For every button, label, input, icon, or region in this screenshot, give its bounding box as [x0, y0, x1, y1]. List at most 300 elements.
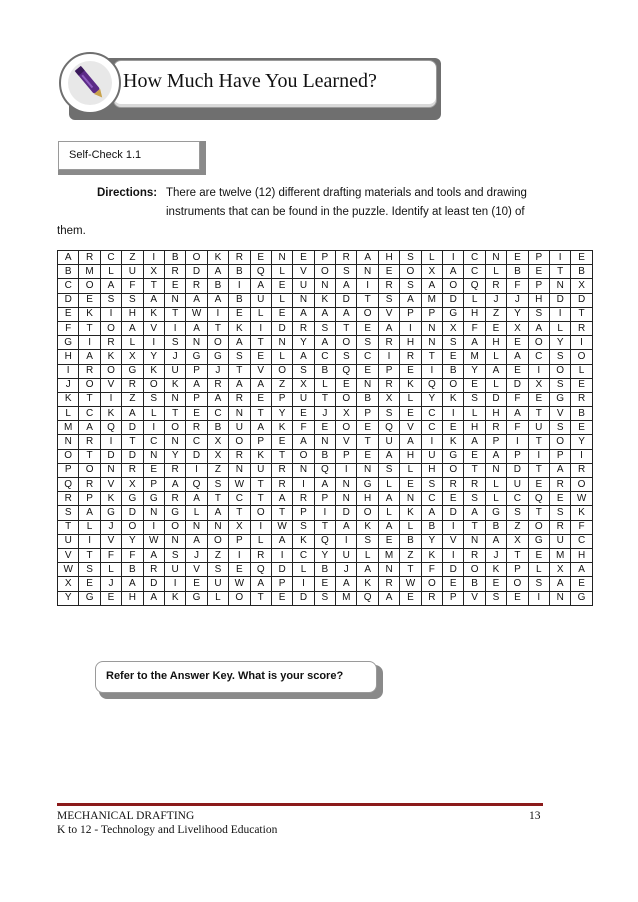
- grid-cell: K: [164, 378, 185, 392]
- grid-cell: M: [79, 265, 100, 279]
- grid-cell: N: [314, 279, 335, 293]
- grid-cell: L: [58, 407, 79, 421]
- grid-cell: Q: [58, 478, 79, 492]
- grid-cell: E: [571, 251, 592, 265]
- grid-cell: S: [528, 307, 549, 321]
- grid-cell: D: [271, 563, 292, 577]
- grid-cell: A: [186, 534, 207, 548]
- grid-cell: L: [400, 520, 421, 534]
- grid-cell: C: [464, 265, 485, 279]
- grid-cell: Q: [464, 279, 485, 293]
- grid-cell: R: [100, 336, 121, 350]
- grid-cell: S: [164, 548, 185, 562]
- grid-cell: B: [58, 265, 79, 279]
- grid-cell: A: [485, 534, 506, 548]
- grid-cell: I: [293, 478, 314, 492]
- grid-cell: Z: [485, 307, 506, 321]
- grid-cell: Y: [464, 364, 485, 378]
- grid-cell: A: [357, 563, 378, 577]
- grid-cell: F: [100, 548, 121, 562]
- grid-cell: O: [229, 591, 250, 605]
- grid-cell: P: [507, 563, 528, 577]
- grid-cell: X: [571, 279, 592, 293]
- grid-cell: Q: [528, 492, 549, 506]
- grid-cell: A: [122, 577, 143, 591]
- grid-cell: J: [207, 364, 228, 378]
- grid-cell: V: [549, 407, 570, 421]
- grid-cell: C: [229, 492, 250, 506]
- grid-row: [58, 435, 593, 449]
- grid-cell: Y: [271, 407, 292, 421]
- grid-cell: P: [143, 478, 164, 492]
- grid-cell: J: [507, 293, 528, 307]
- grid-cell: F: [421, 563, 442, 577]
- grid-cell: E: [528, 548, 549, 562]
- grid-cell: U: [549, 534, 570, 548]
- grid-cell: R: [229, 392, 250, 406]
- grid-cell: N: [143, 449, 164, 463]
- grid-cell: R: [378, 336, 399, 350]
- grid-cell: H: [122, 591, 143, 605]
- grid-cell: O: [314, 265, 335, 279]
- grid-cell: R: [421, 591, 442, 605]
- grid-cell: Y: [421, 392, 442, 406]
- grid-cell: G: [207, 350, 228, 364]
- grid-cell: X: [528, 378, 549, 392]
- grid-cell: T: [464, 520, 485, 534]
- grid-cell: I: [400, 321, 421, 335]
- grid-cell: P: [271, 392, 292, 406]
- grid-cell: P: [229, 534, 250, 548]
- grid-cell: P: [58, 463, 79, 477]
- grid-cell: J: [485, 293, 506, 307]
- grid-cell: W: [271, 520, 292, 534]
- directions-text-line3: them.: [57, 225, 86, 237]
- grid-cell: B: [314, 364, 335, 378]
- header-banner: [55, 48, 445, 120]
- grid-cell: M: [58, 421, 79, 435]
- grid-cell: E: [143, 463, 164, 477]
- grid-cell: A: [186, 492, 207, 506]
- grid-cell: O: [507, 577, 528, 591]
- grid-cell: N: [143, 506, 164, 520]
- grid-cell: N: [421, 321, 442, 335]
- grid-cell: R: [164, 265, 185, 279]
- grid-cell: D: [143, 577, 164, 591]
- grid-cell: K: [143, 307, 164, 321]
- grid-cell: P: [507, 449, 528, 463]
- grid-cell: K: [357, 520, 378, 534]
- grid-cell: O: [528, 520, 549, 534]
- grid-cell: A: [378, 449, 399, 463]
- grid-cell: E: [186, 407, 207, 421]
- grid-cell: C: [100, 251, 121, 265]
- grid-cell: H: [400, 336, 421, 350]
- grid-cell: N: [549, 591, 570, 605]
- grid-cell: L: [378, 478, 399, 492]
- self-check-label: Self-Check 1.1: [69, 149, 142, 161]
- grid-cell: N: [186, 520, 207, 534]
- grid-cell: O: [100, 364, 121, 378]
- grid-cell: D: [122, 506, 143, 520]
- grid-cell: K: [271, 421, 292, 435]
- grid-cell: N: [271, 336, 292, 350]
- grid-cell: A: [549, 577, 570, 591]
- grid-cell: N: [58, 435, 79, 449]
- grid-cell: G: [443, 307, 464, 321]
- grid-cell: O: [443, 279, 464, 293]
- grid-cell: D: [271, 321, 292, 335]
- grid-cell: I: [443, 520, 464, 534]
- grid-cell: D: [443, 563, 464, 577]
- grid-cell: L: [378, 506, 399, 520]
- grid-cell: S: [528, 577, 549, 591]
- grid-row: [58, 378, 593, 392]
- grid-cell: H: [400, 449, 421, 463]
- grid-cell: K: [164, 591, 185, 605]
- grid-row: [58, 534, 593, 548]
- grid-cell: D: [549, 293, 570, 307]
- grid-cell: V: [100, 478, 121, 492]
- grid-cell: O: [549, 364, 570, 378]
- grid-cell: F: [571, 520, 592, 534]
- grid-cell: K: [443, 392, 464, 406]
- grid-cell: Q: [250, 265, 271, 279]
- grid-cell: E: [443, 577, 464, 591]
- grid-cell: Q: [314, 463, 335, 477]
- grid-cell: F: [507, 421, 528, 435]
- grid-cell: T: [421, 350, 442, 364]
- grid-cell: S: [357, 534, 378, 548]
- grid-cell: B: [571, 407, 592, 421]
- grid-row: [58, 407, 593, 421]
- grid-cell: M: [336, 591, 357, 605]
- grid-cell: A: [250, 378, 271, 392]
- grid-cell: I: [79, 336, 100, 350]
- grid-cell: K: [357, 577, 378, 591]
- grid-cell: O: [400, 265, 421, 279]
- grid-cell: S: [293, 364, 314, 378]
- grid-cell: I: [143, 251, 164, 265]
- grid-cell: K: [79, 307, 100, 321]
- grid-cell: R: [79, 435, 100, 449]
- grid-cell: T: [271, 506, 292, 520]
- grid-cell: T: [79, 449, 100, 463]
- grid-cell: A: [378, 492, 399, 506]
- grid-cell: A: [400, 435, 421, 449]
- grid-cell: O: [571, 350, 592, 364]
- grid-cell: E: [378, 534, 399, 548]
- grid-cell: W: [143, 534, 164, 548]
- grid-cell: E: [528, 478, 549, 492]
- grid-cell: L: [571, 364, 592, 378]
- grid-cell: D: [100, 449, 121, 463]
- grid-cell: Y: [122, 534, 143, 548]
- grid-cell: I: [100, 307, 121, 321]
- grid-cell: E: [79, 577, 100, 591]
- grid-cell: B: [122, 563, 143, 577]
- grid-cell: T: [207, 321, 228, 335]
- grid-cell: K: [58, 392, 79, 406]
- grid-cell: L: [207, 591, 228, 605]
- grid-cell: P: [549, 449, 570, 463]
- grid-cell: A: [58, 251, 79, 265]
- grid-cell: P: [293, 506, 314, 520]
- grid-cell: J: [186, 548, 207, 562]
- grid-cell: I: [100, 435, 121, 449]
- grid-cell: P: [79, 492, 100, 506]
- grid-cell: T: [250, 336, 271, 350]
- grid-cell: L: [314, 378, 335, 392]
- grid-cell: N: [485, 251, 506, 265]
- grid-cell: A: [271, 534, 292, 548]
- grid-cell: F: [507, 392, 528, 406]
- grid-cell: K: [207, 251, 228, 265]
- grid-cell: R: [207, 378, 228, 392]
- grid-cell: A: [143, 591, 164, 605]
- grid-cell: E: [314, 577, 335, 591]
- grid-cell: E: [528, 392, 549, 406]
- grid-cell: A: [79, 421, 100, 435]
- grid-cell: I: [186, 463, 207, 477]
- grid-cell: H: [464, 421, 485, 435]
- grid-cell: D: [122, 449, 143, 463]
- grid-cell: R: [378, 378, 399, 392]
- grid-cell: I: [507, 435, 528, 449]
- grid-cell: F: [122, 548, 143, 562]
- grid-cell: N: [271, 251, 292, 265]
- grid-cell: E: [443, 350, 464, 364]
- grid-cell: T: [571, 307, 592, 321]
- grid-cell: G: [122, 364, 143, 378]
- grid-cell: E: [357, 421, 378, 435]
- grid-cell: O: [336, 421, 357, 435]
- grid-cell: G: [186, 350, 207, 364]
- grid-cell: T: [229, 364, 250, 378]
- grid-cell: N: [421, 336, 442, 350]
- grid-cell: A: [143, 293, 164, 307]
- grid-cell: S: [421, 478, 442, 492]
- grid-cell: W: [400, 577, 421, 591]
- grid-cell: A: [400, 293, 421, 307]
- grid-cell: I: [421, 435, 442, 449]
- grid-cell: R: [336, 251, 357, 265]
- grid-row: [58, 577, 593, 591]
- grid-cell: R: [378, 577, 399, 591]
- grid-cell: O: [293, 449, 314, 463]
- grid-cell: E: [443, 421, 464, 435]
- grid-cell: F: [58, 321, 79, 335]
- grid-cell: N: [207, 520, 228, 534]
- grid-cell: H: [122, 307, 143, 321]
- grid-cell: N: [164, 293, 185, 307]
- grid-cell: A: [293, 307, 314, 321]
- grid-cell: A: [357, 251, 378, 265]
- grid-cell: K: [100, 407, 121, 421]
- grid-cell: E: [58, 307, 79, 321]
- grid-cell: E: [357, 364, 378, 378]
- grid-cell: A: [571, 563, 592, 577]
- grid-cell: L: [485, 378, 506, 392]
- grid-cell: B: [464, 577, 485, 591]
- grid-cell: R: [464, 548, 485, 562]
- grid-cell: A: [186, 378, 207, 392]
- grid-cell: T: [271, 449, 292, 463]
- grid-cell: V: [250, 364, 271, 378]
- grid-cell: A: [271, 492, 292, 506]
- grid-cell: J: [100, 577, 121, 591]
- grid-cell: V: [293, 265, 314, 279]
- grid-cell: V: [58, 548, 79, 562]
- grid-cell: C: [464, 251, 485, 265]
- grid-cell: A: [122, 407, 143, 421]
- grid-cell: C: [143, 435, 164, 449]
- grid-cell: S: [314, 591, 335, 605]
- grid-cell: A: [100, 279, 121, 293]
- grid-cell: P: [485, 435, 506, 449]
- grid-cell: Q: [421, 378, 442, 392]
- grid-cell: W: [58, 563, 79, 577]
- grid-cell: O: [79, 378, 100, 392]
- grid-cell: I: [143, 421, 164, 435]
- grid-cell: T: [79, 392, 100, 406]
- grid-cell: U: [528, 421, 549, 435]
- grid-cell: R: [122, 463, 143, 477]
- grid-cell: E: [400, 364, 421, 378]
- grid-cell: O: [79, 463, 100, 477]
- grid-cell: X: [58, 577, 79, 591]
- grid-row: [58, 336, 593, 350]
- grid-cell: C: [571, 534, 592, 548]
- grid-cell: C: [79, 407, 100, 421]
- grid-cell: I: [549, 251, 570, 265]
- grid-cell: T: [79, 548, 100, 562]
- grid-cell: N: [229, 463, 250, 477]
- grid-cell: N: [164, 435, 185, 449]
- grid-cell: D: [443, 506, 464, 520]
- grid-cell: C: [186, 435, 207, 449]
- grid-cell: Q: [314, 534, 335, 548]
- grid-cell: O: [336, 392, 357, 406]
- grid-cell: R: [293, 321, 314, 335]
- grid-cell: S: [207, 563, 228, 577]
- grid-cell: H: [464, 307, 485, 321]
- grid-cell: C: [507, 492, 528, 506]
- grid-cell: B: [207, 279, 228, 293]
- grid-cell: H: [58, 350, 79, 364]
- score-box: [95, 661, 377, 693]
- grid-cell: U: [293, 279, 314, 293]
- grid-cell: N: [357, 265, 378, 279]
- grid-cell: G: [485, 506, 506, 520]
- grid-row: [58, 492, 593, 506]
- grid-cell: B: [207, 421, 228, 435]
- self-check-tab: [58, 141, 200, 170]
- grid-cell: I: [293, 577, 314, 591]
- grid-cell: Z: [207, 463, 228, 477]
- grid-cell: P: [421, 307, 442, 321]
- grid-cell: Z: [122, 251, 143, 265]
- grid-cell: E: [507, 364, 528, 378]
- grid-cell: T: [143, 279, 164, 293]
- grid-cell: D: [186, 265, 207, 279]
- grid-cell: B: [507, 265, 528, 279]
- grid-cell: E: [186, 577, 207, 591]
- grid-cell: X: [507, 534, 528, 548]
- grid-cell: U: [293, 392, 314, 406]
- grid-cell: N: [229, 407, 250, 421]
- grid-cell: T: [250, 591, 271, 605]
- grid-cell: X: [143, 265, 164, 279]
- grid-cell: T: [528, 506, 549, 520]
- grid-cell: Y: [314, 548, 335, 562]
- grid-cell: A: [314, 307, 335, 321]
- grid-cell: E: [485, 577, 506, 591]
- grid-cell: R: [571, 463, 592, 477]
- grid-cell: M: [378, 548, 399, 562]
- grid-cell: O: [186, 251, 207, 265]
- grid-cell: S: [549, 350, 570, 364]
- grid-cell: D: [443, 293, 464, 307]
- grid-cell: S: [549, 421, 570, 435]
- grid-row: [58, 506, 593, 520]
- grid-cell: B: [571, 265, 592, 279]
- grid-cell: R: [485, 421, 506, 435]
- grid-cell: D: [507, 463, 528, 477]
- grid-cell: E: [464, 449, 485, 463]
- grid-cell: K: [250, 449, 271, 463]
- grid-row: [58, 478, 593, 492]
- grid-cell: B: [314, 563, 335, 577]
- grid-cell: A: [507, 407, 528, 421]
- grid-cell: U: [164, 364, 185, 378]
- grid-cell: Z: [507, 520, 528, 534]
- grid-cell: E: [293, 407, 314, 421]
- grid-cell: F: [122, 279, 143, 293]
- grid-cell: A: [293, 350, 314, 364]
- grid-row: [58, 251, 593, 265]
- grid-cell: C: [314, 350, 335, 364]
- grid-cell: D: [571, 293, 592, 307]
- grid-cell: R: [229, 251, 250, 265]
- grid-row: [58, 293, 593, 307]
- grid-cell: R: [186, 421, 207, 435]
- grid-cell: M: [464, 350, 485, 364]
- grid-cell: O: [464, 563, 485, 577]
- grid-cell: Y: [164, 449, 185, 463]
- grid-cell: V: [464, 591, 485, 605]
- grid-cell: I: [571, 449, 592, 463]
- page-title: How Much Have You Learned?: [123, 70, 377, 92]
- grid-cell: W: [186, 307, 207, 321]
- grid-cell: K: [314, 293, 335, 307]
- grid-cell: E: [79, 293, 100, 307]
- grid-cell: T: [357, 293, 378, 307]
- grid-cell: N: [100, 463, 121, 477]
- grid-cell: O: [164, 520, 185, 534]
- grid-cell: K: [229, 321, 250, 335]
- grid-cell: E: [271, 279, 292, 293]
- grid-cell: R: [164, 463, 185, 477]
- grid-cell: P: [314, 251, 335, 265]
- grid-cell: A: [336, 577, 357, 591]
- grid-cell: T: [250, 478, 271, 492]
- grid-cell: L: [250, 307, 271, 321]
- grid-cell: C: [293, 548, 314, 562]
- grid-cell: D: [58, 293, 79, 307]
- grid-cell: P: [528, 251, 549, 265]
- grid-cell: V: [100, 534, 121, 548]
